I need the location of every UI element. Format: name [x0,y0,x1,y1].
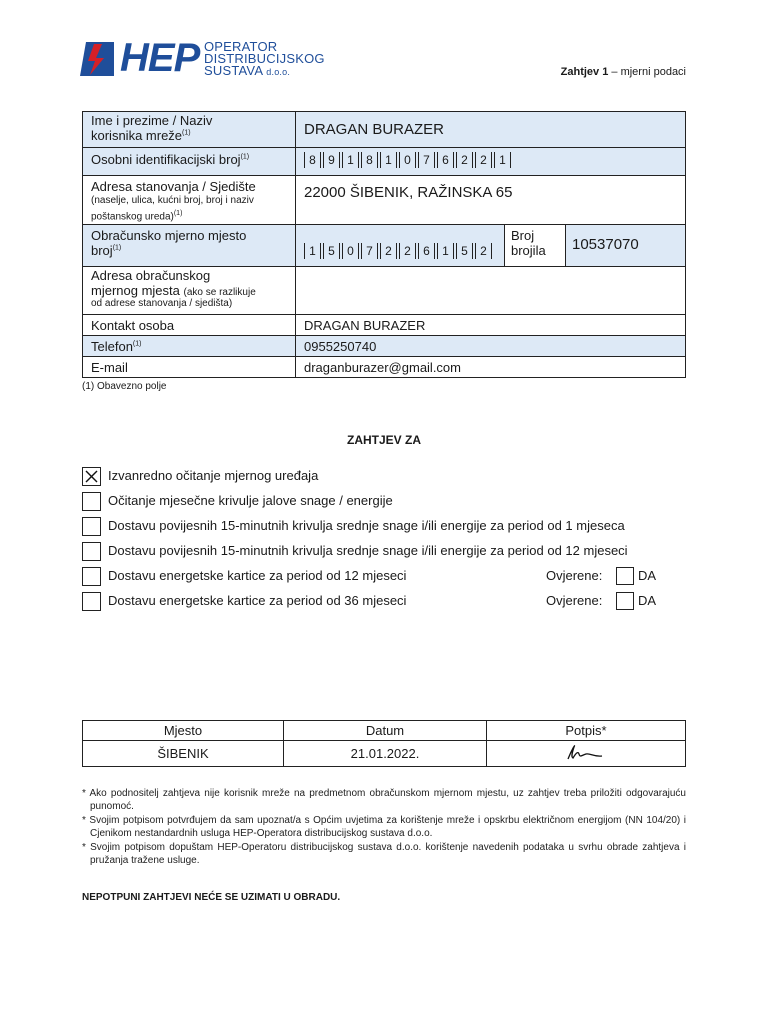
note-item: * Svojim potpisom dopuštam HEP-Operatoru distribucijskog sustava d.o.o. korištenje navedenih podataka u svrhu obrade zahtjeva i pružanja tražene usluge. [82,842,686,866]
oib-digit[interactable]: 2 [475,152,492,168]
request-number: Zahtjev 1 [560,66,609,78]
verified-label: Ovjerene: [546,568,603,583]
lightning-logo-icon [80,42,114,76]
applicant-table [82,111,686,378]
oib-digit[interactable]: 0 [399,152,416,168]
option-label: Očitanje mjesečne krivulje jalove snage / energije [108,493,393,508]
option-checkbox[interactable] [82,467,101,486]
verified-option-label: DA [638,593,657,608]
oib-digit[interactable]: 8 [361,152,378,168]
request-option[interactable] [82,491,686,511]
omm-address-label: Adresa obračunskog mjernog mjesta (ako se razlikuje od adrese stanovanja / sjedišta) [83,267,296,315]
request-option[interactable] [82,566,686,586]
oib-digit[interactable]: 2 [456,152,473,168]
check-x-icon [83,468,100,485]
omm-address-field[interactable] [296,267,686,315]
place-header: Mjesto [83,721,284,741]
oib-digit[interactable]: 6 [437,152,454,168]
option-checkbox[interactable] [82,492,101,511]
option-checkbox[interactable] [82,517,101,536]
request-option[interactable] [82,541,686,561]
omm-digit[interactable]: 7 [361,243,378,259]
signature-header: Potpis* [487,721,686,741]
request-option[interactable] [82,516,686,536]
request-type: – mjerni podaci [611,66,686,78]
oib-label: Osobni identifikacijski broj$^{(1)}$ [83,148,296,176]
signature-field[interactable] [487,741,686,767]
option-label: Dostavu energetske kartice za period od 12 mjeseci [108,568,407,583]
option-label: Dostavu energetske kartice za period od 36 mjeseci [108,593,407,608]
omm-digit[interactable]: 1 [437,243,454,259]
phone-label: Telefon$^{(1)}$ [83,336,296,357]
handwritten-signature [546,741,626,763]
omm-digit[interactable]: 2 [399,243,416,259]
note-item: * Svojim potpisom potvrđujem da sam upoznat/a s Općim uvjetima za korištenje mreže i opskrbu električnom energijom (NN 104/20) i Cjenikom nestandardnih usluga HEP-Operatora distribucijskog sustava d.o.o. [82,815,686,839]
omm-label: Obračunsko mjerno mjesto broj$^{(1)}$ [83,225,296,267]
verified-checkbox[interactable] [616,567,634,585]
legal-notes [82,787,686,868]
hep-logo [80,36,325,80]
option-label: Dostavu povijesnih 15-minutnih krivulja srednje snage i/ili energije za period od 1 mjeseca [108,518,625,533]
contact-field[interactable]: DRAGAN BURAZER [296,315,686,336]
omm-digit[interactable]: 1 [304,243,321,259]
verified-label: Ovjerene: [546,593,603,608]
address-field[interactable]: 22000 ŠIBENIK, RAŽINSKA 65 [296,176,686,225]
option-checkbox[interactable] [82,592,101,611]
request-option[interactable] [82,591,686,611]
meter-label: Broj brojila [505,225,566,266]
meter-number-field[interactable]: 10537070 [572,236,639,253]
required-footnote: (1) Obavezno polje [82,381,167,392]
request-option[interactable] [82,466,686,486]
email-label: E-mail [83,357,296,378]
oib-digit[interactable]: 7 [418,152,435,168]
phone-field[interactable]: 0955250740 [296,336,686,357]
oib-digit[interactable]: 1 [494,152,511,168]
oib-digit[interactable]: 8 [304,152,321,168]
address-label: Adresa stanovanja / Sjedište (naselje, ulica, kućni broj, broj i naziv poštanskog ureda)$^{(1)}$ [83,176,296,225]
oib-digit[interactable]: 1 [342,152,359,168]
signature-table [82,720,686,767]
request-header [561,66,686,78]
omm-digit[interactable]: 6 [418,243,435,259]
oib-field[interactable] [296,148,686,176]
contact-label: Kontakt osoba [83,315,296,336]
date-header: Datum [284,721,487,741]
option-label: Izvanredno očitanje mjernog uređaja [108,468,319,483]
omm-digit[interactable]: 0 [342,243,359,259]
oib-digit[interactable]: 1 [380,152,397,168]
oib-digit[interactable]: 9 [323,152,340,168]
note-item: * Ako podnositelj zahtjeva nije korisnik mreže na predmetnom obračunskom mjernom mjestu, uz zahtjev treba priložiti odgovarajuću punomoć. [82,788,686,812]
option-checkbox[interactable] [82,567,101,586]
place-field[interactable]: ŠIBENIK [83,741,284,767]
name-label: Ime i prezime / Naziv korisnika mreže$^{(1)}$ [83,112,296,148]
request-title: ZAHTJEV ZA [346,433,421,447]
option-checkbox[interactable] [82,542,101,561]
omm-digit[interactable]: 2 [475,243,492,259]
date-field[interactable]: 21.01.2022. [284,741,487,767]
email-field[interactable]: draganburazer@gmail.com [296,357,686,378]
omm-digit[interactable]: 5 [456,243,473,259]
omm-field[interactable] [296,225,686,267]
name-field[interactable]: DRAGAN BURAZER [296,112,686,148]
logo-brand: HEP [120,36,200,80]
logo-subtitle: OPERATOR DISTRIBUCIJSKOG SUSTAVA d.o.o. [204,39,325,78]
omm-digit[interactable]: 2 [380,243,397,259]
incomplete-warning: NEPOTPUNI ZAHTJEVI NEĆE SE UZIMATI U OBRADU. [82,892,341,903]
option-label: Dostavu povijesnih 15-minutnih krivulja srednje snage i/ili energije za period od 12 mjeseci [108,543,628,558]
verified-checkbox[interactable] [616,592,634,610]
verified-option-label: DA [638,568,657,583]
omm-digit[interactable]: 5 [323,243,340,259]
